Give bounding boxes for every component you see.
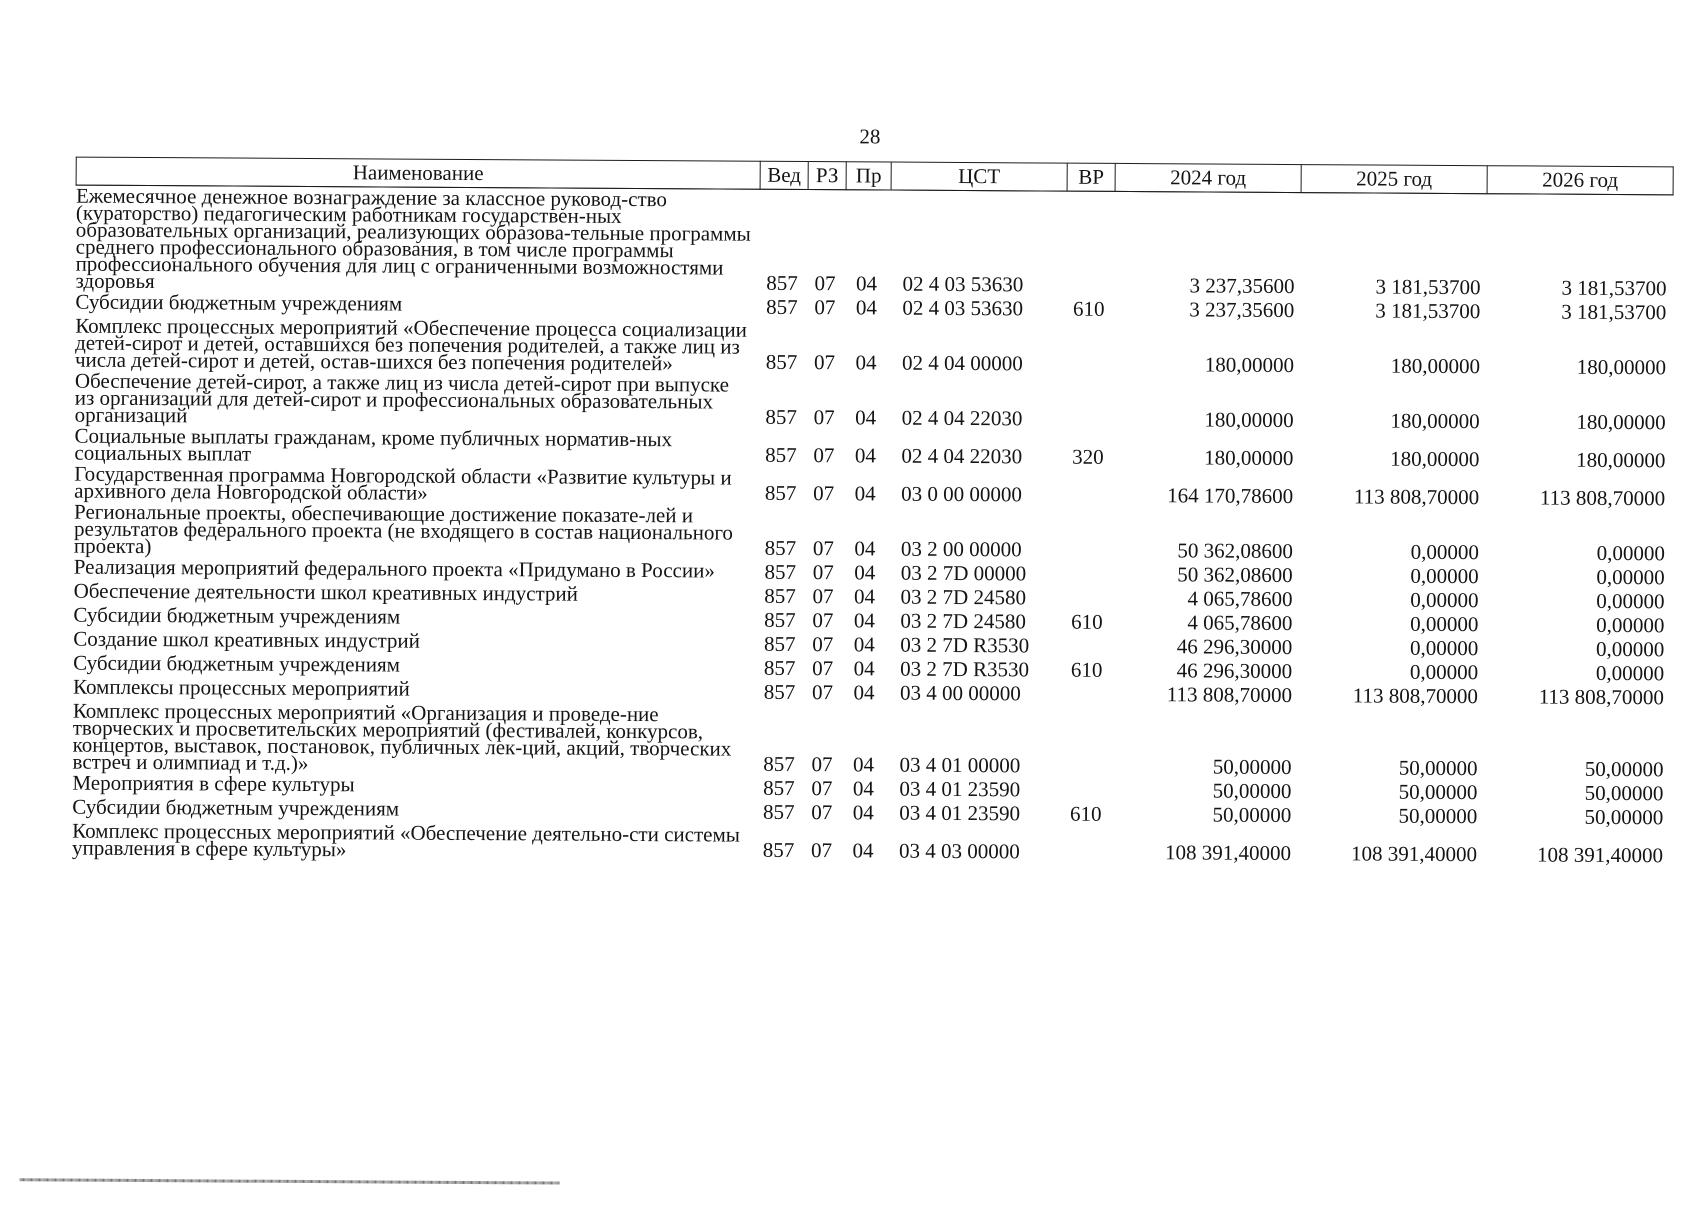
row-cst: 03 2 7D R3530	[900, 656, 1030, 682]
row-rz: 07	[814, 271, 836, 296]
row-cst: 02 4 04 22030	[901, 443, 1023, 469]
row-amount-2024: 164 170,78600	[1167, 483, 1294, 509]
row-vr	[1063, 779, 1111, 803]
row-name: Субсидии бюджетным учреждениям	[73, 602, 401, 629]
row-amount-2025: 3 181,53700	[1375, 274, 1481, 300]
row-vr: 610	[1073, 296, 1105, 321]
row-amount-2025: 50,00000	[1398, 803, 1478, 829]
row-amount-2025: 180,00000	[1390, 446, 1480, 472]
row-name: Комплекс процессных мероприятий «Обеспечение деятельно-сти системы управления в сфере культуры»	[71, 818, 740, 862]
row-amount-2026: 0,00000	[1596, 612, 1665, 638]
row-ved: 857	[764, 607, 796, 632]
header-pr: Пр	[846, 162, 891, 190]
header-2026: 2026 год	[1487, 166, 1673, 195]
row-name: Комплекс процессных мероприятий «Организация и проведе-ние творческих и просветительских мероприятий (фестивалей, конкурсов, концертов, выставок, постановок, публичных лек-ций, акций, творческих встреч и олимпиад и т.д.)»	[72, 698, 732, 776]
row-amount-2024: 3 237,35600	[1189, 273, 1295, 299]
row-vr: 320	[1072, 444, 1104, 469]
row-amount-2024: 50 362,08600	[1177, 562, 1293, 588]
row-name: Мероприятия в сфере культуры	[72, 770, 355, 797]
row-cst: 03 2 00 00000	[900, 536, 1022, 562]
row-cst: 03 2 7D R3530	[900, 632, 1030, 658]
row-ved: 857	[765, 442, 797, 467]
row-pr: 04	[853, 656, 875, 681]
row-amount-2026: 0,00000	[1595, 660, 1665, 686]
row-amount-2024: 180,00000	[1204, 445, 1294, 471]
row-ved: 857	[764, 480, 797, 505]
row-amount-2026: 0,00000	[1595, 636, 1665, 662]
table-row	[73, 701, 1670, 783]
row-cst: 02 4 04 00000	[901, 350, 1023, 376]
row-amount-2024: 4 065,78600	[1187, 610, 1293, 636]
row-name: Обеспечение деятельности школ креативных индустрий	[73, 578, 578, 606]
row-amount-2025: 0,00000	[1410, 563, 1479, 589]
row-amount-2026: 0,00000	[1596, 588, 1665, 614]
row-name: Государственная программа Новгородской области «Развитие культуры и архивного дела Новгородской области»	[74, 461, 732, 505]
row-rz: 07	[811, 776, 833, 801]
row-name: Субсидии бюджетным учреждениям	[72, 794, 400, 821]
header-cst: ЦСТ	[891, 162, 1067, 191]
row-vr	[1063, 707, 1111, 779]
row-rz: 07	[814, 295, 836, 320]
row-amount-2025: 180,00000	[1390, 408, 1480, 434]
row-amount-2026: 50,00000	[1584, 804, 1664, 830]
row-cst: 03 4 01 00000	[899, 752, 1021, 778]
row-amount-2024: 50,00000	[1212, 778, 1292, 804]
header-rz: РЗ	[808, 162, 846, 190]
row-rz: 07	[812, 560, 834, 585]
row-amount-2024: 50,00000	[1212, 754, 1292, 780]
row-amount-2026: 180,00000	[1576, 354, 1667, 380]
row-vr	[1066, 322, 1114, 377]
page-number: 28	[859, 124, 881, 149]
row-amount-2026: 50,00000	[1584, 780, 1664, 806]
row-ved: 857	[763, 679, 796, 704]
table-row	[75, 185, 1673, 301]
row-name: Ежемесячное денежное вознаграждение за классное руковод-ство (кураторство) педагогическим работникам государствен-ных образовательных организаций, реализующих образова-тельные программы среднего профессионального образования, в том числе программы профессионального обучения для лиц с ограниченными возможностями здоровья	[75, 183, 751, 294]
row-amount-2026: 113 808,70000	[1539, 485, 1666, 511]
row-name: Субсидии бюджетным учреждениям	[73, 650, 401, 677]
row-amount-2024: 180,00000	[1204, 407, 1294, 433]
row-rz: 07	[812, 632, 834, 657]
row-pr: 04	[854, 584, 876, 609]
row-vr: 610	[1070, 657, 1103, 682]
header-name: Наименование	[76, 157, 760, 189]
row-name: Комплекс процессных мероприятий «Обеспечение процесса социализации детей-сирот и детей, оставшихся без попечения родителей, а также лиц из числа детей-сирот и детей, остав-шихся без попечения родителей»	[74, 313, 747, 376]
row-vr	[1065, 563, 1113, 587]
row-pr: 04	[854, 443, 877, 468]
row-cst: 03 4 01 23590	[899, 776, 1021, 802]
row-cst: 02 4 04 22030	[901, 405, 1023, 431]
row-pr: 04	[853, 632, 875, 657]
row-amount-2024: 4 065,78600	[1187, 586, 1293, 612]
row-pr: 04	[855, 405, 877, 430]
row-pr: 04	[854, 481, 876, 506]
row-name: Субсидии бюджетным учреждениям	[75, 289, 403, 316]
row-pr: 04	[853, 608, 876, 633]
row-pr: 04	[854, 560, 876, 585]
row-cst: 03 0 00 00000	[901, 481, 1023, 507]
row-cst: 03 4 03 00000	[898, 838, 1020, 864]
row-rz: 07	[810, 838, 833, 863]
table-body	[72, 185, 1673, 868]
row-amount-2025: 113 808,70000	[1353, 484, 1480, 510]
row-amount-2026: 108 391,40000	[1536, 842, 1664, 868]
row-vr	[1066, 377, 1114, 432]
row-name: Создание школ креативных индустрий	[73, 626, 421, 653]
row-vr	[1065, 587, 1113, 611]
row-amount-2025: 108 391,40000	[1350, 841, 1478, 867]
row-amount-2026: 180,00000	[1576, 409, 1666, 435]
row-vr	[1064, 683, 1112, 707]
row-name: Обеспечение детей-сирот, а также лиц из числа детей-сирот при выпуске из организаций для детей-сирот и профессиональных образовательных организаций	[74, 368, 730, 428]
row-pr: 04	[855, 295, 877, 320]
row-pr: 04	[853, 680, 875, 705]
row-amount-2025: 113 808,70000	[1352, 683, 1479, 709]
row-cst: 03 2 7D 24580	[900, 584, 1027, 610]
row-amount-2025: 0,00000	[1409, 635, 1479, 661]
row-amount-2026: 0,00000	[1596, 564, 1665, 590]
row-pr: 04	[855, 350, 877, 375]
row-rz: 07	[813, 405, 835, 430]
row-amount-2025: 0,00000	[1409, 659, 1479, 685]
row-ved: 857	[765, 349, 798, 374]
row-amount-2024: 113 808,70000	[1166, 682, 1293, 708]
row-pr: 04	[852, 838, 874, 863]
row-cst: 03 4 00 00000	[899, 680, 1021, 706]
row-name: Комплексы процессных мероприятий	[72, 674, 410, 701]
row-ved: 857	[764, 535, 797, 560]
row-rz: 07	[811, 752, 833, 777]
row-rz: 07	[811, 680, 834, 705]
row-cst: 02 4 03 53630	[902, 295, 1024, 321]
header-ved: Вед	[760, 161, 808, 189]
row-rz: 07	[812, 656, 834, 681]
row-amount-2026: 50,00000	[1584, 756, 1664, 782]
row-ved: 857	[764, 559, 797, 584]
row-amount-2025: 0,00000	[1410, 539, 1479, 565]
row-vr	[1065, 508, 1113, 563]
row-rz: 07	[811, 800, 833, 825]
row-amount-2024: 3 237,35600	[1189, 297, 1295, 323]
scan-edge-line	[20, 1178, 560, 1184]
row-rz: 07	[812, 536, 834, 561]
header-vr: ВР	[1067, 163, 1115, 191]
row-vr	[1064, 635, 1112, 659]
row-amount-2024: 50 362,08600	[1177, 538, 1293, 564]
row-name: Региональные проекты, обеспечивающие достижение показате-лей и результатов федерального проекта (не входящего в состав национального проекта)	[73, 499, 734, 559]
row-pr: 04	[852, 752, 875, 777]
row-cst: 03 4 01 23590	[899, 800, 1021, 826]
row-pr: 04	[852, 776, 874, 801]
row-rz: 07	[813, 350, 836, 375]
row-amount-2026: 3 181,53700	[1561, 275, 1667, 301]
row-name: Реализация мероприятий федерального проекта «Придумано в России»	[73, 554, 715, 583]
row-cst: 03 2 7D 00000	[900, 560, 1027, 586]
row-amount-2024: 108 391,40000	[1164, 840, 1292, 866]
row-ved: 857	[763, 775, 795, 800]
row-vr	[1065, 470, 1113, 508]
row-ved: 857	[766, 270, 798, 295]
row-amount-2025: 180,00000	[1390, 353, 1481, 379]
row-amount-2026: 0,00000	[1596, 540, 1665, 566]
row-ved: 857	[762, 837, 795, 862]
row-ved: 857	[762, 799, 795, 824]
row-vr	[1063, 827, 1111, 865]
budget-table	[71, 157, 1673, 869]
row-amount-2024: 50,00000	[1212, 802, 1292, 828]
row-ved: 857	[763, 655, 796, 680]
row-pr: 04	[852, 800, 874, 825]
row-ved: 857	[763, 751, 795, 776]
row-rz: 07	[813, 443, 835, 468]
row-amount-2025: 3 181,53700	[1375, 298, 1481, 324]
row-rz: 07	[812, 584, 834, 609]
row-amount-2025: 50,00000	[1398, 755, 1478, 781]
row-rz: 07	[813, 481, 835, 506]
row-amount-2025: 50,00000	[1398, 779, 1478, 805]
row-ved: 857	[764, 583, 796, 608]
row-cst: 03 2 7D 24580	[900, 608, 1026, 634]
row-vr: 610	[1069, 801, 1102, 826]
row-amount-2026: 180,00000	[1576, 447, 1666, 473]
row-amount-2024: 180,00000	[1204, 352, 1295, 378]
row-vr	[1066, 191, 1115, 298]
row-amount-2025: 0,00000	[1410, 587, 1479, 613]
row-amount-2026: 3 181,53700	[1561, 299, 1667, 325]
row-amount-2024: 46 296,30000	[1176, 634, 1293, 660]
row-pr: 04	[855, 271, 878, 296]
row-cst: 02 4 03 53630	[902, 271, 1024, 297]
row-ved: 857	[766, 294, 798, 319]
header-2024: 2024 год	[1115, 163, 1301, 192]
row-amount-2026: 113 808,70000	[1538, 684, 1665, 710]
row-vr: 610	[1071, 609, 1103, 634]
row-ved: 857	[765, 404, 798, 429]
row-rz: 07	[812, 608, 834, 633]
row-ved: 857	[763, 631, 796, 656]
header-2025: 2025 год	[1301, 165, 1487, 194]
row-amount-2025: 0,00000	[1410, 611, 1479, 637]
row-name: Социальные выплаты гражданам, кроме публичных норматив-ных социальных выплат	[74, 423, 673, 466]
row-amount-2024: 46 296,30000	[1176, 658, 1293, 684]
row-pr: 04	[854, 536, 876, 561]
